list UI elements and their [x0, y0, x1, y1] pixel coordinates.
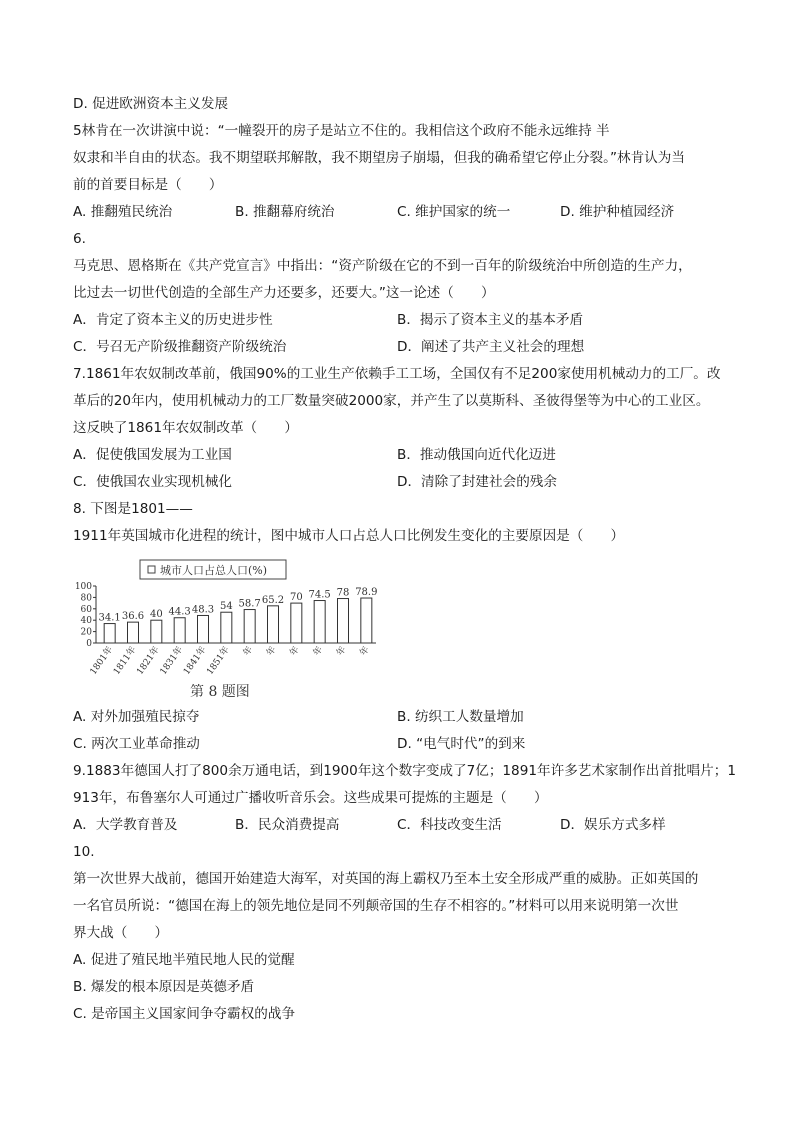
chart-bar: [361, 598, 372, 643]
q9-option-b: B．民众消费提高: [235, 817, 340, 833]
q7-option-c: C．使俄国农业实现机械化: [73, 474, 233, 490]
chart-x-tick-label: 年: [265, 644, 279, 659]
chart-x-tick-label: 年: [335, 644, 349, 659]
chart-value-label: 78.9: [355, 587, 378, 599]
chart-x-tick-label: 1831年: [158, 644, 186, 677]
q5-option-b: B. 推翻幕府统治: [235, 204, 335, 220]
chart-x-tick-label: 年: [288, 644, 302, 659]
chart-y-tick-label: 40: [80, 616, 92, 627]
q6-option-b: B．揭示了资本主义的基本矛盾: [397, 312, 584, 328]
q8-option-a: A. 对外加强殖民掠夺: [73, 709, 200, 725]
q8-option-b: B. 纺织工人数量增加: [397, 709, 524, 725]
chart-svg: [72, 556, 382, 704]
chart-bar: [198, 615, 209, 643]
q6-option-a: A．肯定了资本主义的历史进步性: [73, 312, 273, 328]
chart-bar: [314, 601, 325, 643]
chart-bar: [291, 603, 302, 643]
chart-x-tick-label: 1821年: [135, 644, 162, 677]
q8-option-c: C. 两次工业革命推动: [73, 736, 200, 752]
q9-stem-line-1: 9.1883年德国人打了800余万通电话，到1900年这个数字变成了7亿；1891年许多艺术家制作出首批唱片；1: [73, 763, 736, 779]
chart-value-label: 74.5: [308, 589, 331, 601]
chart-bars: [99, 587, 378, 643]
q5-stem-line-1: 5林肯在一次讲演中说：“一幢裂开的房子是站立不住的。我相信这个政府不能永远维持 半: [73, 123, 610, 139]
chart-bar: [338, 599, 349, 643]
chart-value-label: 65.2: [261, 594, 285, 606]
q10-number: 10.: [73, 844, 95, 860]
chart-bar: [244, 610, 255, 643]
chart-value-label: 40: [149, 609, 163, 621]
q10-stem-line-3: 界大战（ ）: [73, 925, 169, 941]
chart-x-tick-label: 年: [358, 644, 372, 659]
chart-y-tick-label: 80: [80, 593, 92, 604]
q5-option-a: A. 推翻殖民统治: [73, 204, 173, 220]
chart-value-label: 58.7: [238, 598, 261, 610]
chart-bar: [151, 620, 162, 643]
q6-option-c: C．号召无产阶级推翻资产阶级统治: [73, 339, 287, 355]
q7-stem-line-3: 这反映了1861年农奴制改革（ ）: [73, 420, 298, 436]
chart-bar: [128, 622, 139, 643]
chart-value-label: 44.3: [168, 606, 191, 618]
chart-value-label: 36.6: [121, 611, 145, 623]
chart-x-tick-label: 1811年: [111, 644, 139, 677]
q7-stem-line-2: 革后的20年内，使用机械动力的工厂数量突破2000家，并产生了以莫斯科、圣彼得堡等为中心的工业区。: [73, 393, 710, 409]
chart-y-tick-label: 60: [80, 604, 92, 615]
q5-option-d: D. 维护种植园经济: [560, 204, 675, 220]
chart-x-tick-label: 1841年: [181, 644, 209, 677]
chart-title: 城市人口占总人口(%): [160, 564, 268, 577]
q9-option-c: C．科技改变生活: [397, 817, 502, 833]
q9-option-a: A．大学教育普及: [73, 817, 178, 833]
q10-stem-line-1: 第一次世界大战前，德国开始建造大海军，对英国的海上霸权乃至本土安全形成严重的威胁。正如英国的: [73, 871, 699, 887]
q6-stem-line-2: 比过去一切世代创造的全部生产力还要多，还要大。”这一论述（ ）: [73, 285, 495, 301]
chart-bar: [104, 624, 115, 643]
chart-x-tick-label: 年: [311, 644, 326, 659]
chart-y-tick-label: 0: [86, 639, 92, 649]
chart-x-tick-label: 1851年: [205, 644, 232, 677]
q7-option-b: B．推动俄国向近代化迈进: [397, 447, 556, 463]
q8-option-d: D. “电气时代”的到来: [397, 736, 526, 752]
chart-bar: [268, 606, 279, 643]
q8-stem-line-1: 8. 下图是1801——: [73, 501, 193, 517]
q4-option-d: D. 促进欧洲资本主义发展: [73, 96, 229, 112]
chart-x-tick-label: 年: [241, 644, 256, 659]
q9-stem-line-2: 913年，布鲁塞尔人可通过广播收听音乐会。这些成果可提炼的主题是（ ）: [73, 790, 548, 806]
chart-y-tick-label: 100: [74, 582, 92, 592]
chart-legend-swatch: [148, 566, 155, 573]
q7-option-d: D．清除了封建社会的残余: [397, 474, 557, 490]
chart-y-tick-label: 20: [80, 627, 92, 638]
q10-stem-line-2: 一名官员所说：“德国在海上的领先地位是同不列颠帝国的生存不相容的。”材料可以用来说明第一次世: [73, 898, 679, 914]
q5-option-c: C. 维护国家的统一: [397, 204, 511, 220]
chart-x-tick-label: 1801年: [88, 644, 116, 677]
q6-number: 6.: [73, 231, 86, 247]
q5-stem-line-3: 前的首要目标是（ ）: [73, 177, 223, 193]
chart-value-label: 48.3: [191, 604, 215, 616]
urbanization-bar-chart: [72, 556, 382, 704]
chart-value-label: 78: [336, 587, 350, 599]
chart-value-label: 54: [219, 601, 233, 613]
chart-y-axis: [75, 582, 96, 649]
q10-option-a: A. 促进了殖民地半殖民地人民的觉醒: [73, 952, 295, 968]
chart-bar: [174, 618, 185, 643]
q6-stem-line-1: 马克思、恩格斯在《共产党宣言》中指出：“资产阶级在它的不到一百年的阶级统治中所创造的生产力，: [73, 258, 692, 274]
chart-x-axis: [87, 643, 376, 677]
q7-stem-line-1: 7.1861年农奴制改革前，俄国90%的工业生产依赖手工工场，全国仅有不足200家使用机械动力的工厂。改: [73, 366, 721, 382]
q7-option-a: A．促使俄国发展为工业国: [73, 447, 232, 463]
q8-stem-line-2: 1911年英国城市化进程的统计，图中城市人口占总人口比例发生变化的主要原因是（ ）: [73, 528, 625, 544]
q10-option-b: B. 爆发的根本原因是英德矛盾: [73, 979, 255, 995]
chart-value-label: 34.1: [98, 612, 121, 624]
chart-caption: 第 8 题图: [190, 684, 250, 700]
q6-option-d: D．阐述了共产主义社会的理想: [397, 339, 585, 355]
chart-bar: [221, 612, 232, 643]
q5-stem-line-2: 奴隶和半自由的状态。我不期望联邦解散，我不期望房子崩塌，但我的确希望它停止分裂。”林肯认为当: [73, 150, 685, 166]
q9-option-d: D．娱乐方式多样: [560, 817, 666, 833]
q10-option-c: C. 是帝国主义国家间争夺霸权的战争: [73, 1006, 296, 1022]
chart-value-label: 70: [289, 592, 303, 604]
